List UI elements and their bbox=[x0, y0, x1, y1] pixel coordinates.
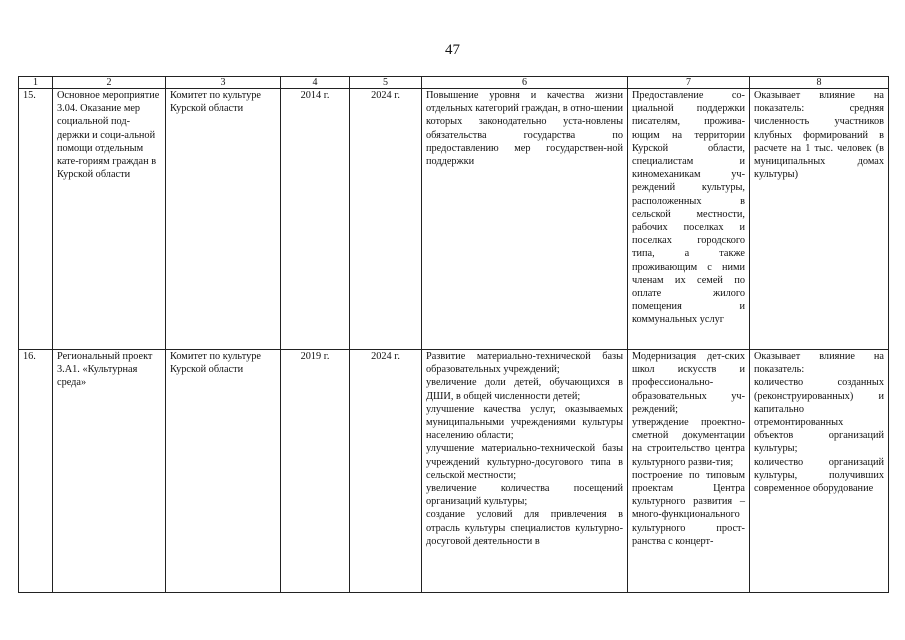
program-table bbox=[18, 76, 889, 593]
row-number: 16. bbox=[19, 350, 53, 593]
indicator-link: Оказывает влияние на показатель: количество созданных (реконструированных) и капитально отремонтированных объектов организаций культуры; количество организаций культуры, получивших современное оборудование bbox=[750, 350, 889, 593]
start-year: 2014 г. bbox=[281, 89, 350, 350]
page-number: 47 bbox=[445, 42, 460, 58]
main-directions: Модернизация дет-ских школ искусств и профессионально-образовательных уч-реждений; утверждение проектно-сметной документации на строительство центра культурного разви-тия; построение по типовым проектам Центра культурного развития – много-функционального культурного прост-ранства с концерт- bbox=[628, 350, 750, 593]
responsible-executor: Комитет по культуре Курской области bbox=[166, 350, 281, 593]
column-number: 6 bbox=[422, 77, 628, 89]
column-number: 8 bbox=[750, 77, 889, 89]
column-number: 2 bbox=[53, 77, 166, 89]
row-number: 15. bbox=[19, 89, 53, 350]
responsible-executor: Комитет по культуре Курской области bbox=[166, 89, 281, 350]
measure-name: Основное мероприятие 3.04. Оказание мер социальной под-держки и соци-альной помощи отдельным кате-гориям граждан в Курской области bbox=[53, 89, 166, 350]
column-number: 7 bbox=[628, 77, 750, 89]
measure-name: Региональный проект 3.А1. «Культурная среда» bbox=[53, 350, 166, 593]
column-number-row bbox=[19, 77, 889, 89]
table-row bbox=[19, 89, 889, 350]
end-year: 2024 г. bbox=[350, 350, 422, 593]
column-number: 4 bbox=[281, 77, 350, 89]
start-year: 2019 г. bbox=[281, 350, 350, 593]
column-number: 5 bbox=[350, 77, 422, 89]
table-row bbox=[19, 350, 889, 593]
expected-result: Повышение уровня и качества жизни отдельных категорий граждан, в отно-шении которых законодательно уста-новлены обязательства государства по предоставлению мер государствен-ной поддержки bbox=[422, 89, 628, 350]
main-directions: Предоставление со-циальной поддержки писателям, прожива-ющим на территории Курской области, специалистам и киномеханикам уч-реждений культуры, расположенных в сельской местности, рабочих поселках и поселках городского типа, а также проживающим с ними членам их семей по оплате жилого помещения и коммунальных услуг bbox=[628, 89, 750, 350]
end-year: 2024 г. bbox=[350, 89, 422, 350]
expected-result: Развитие материально-технической базы образовательных учреждений; увеличение доли детей, обучающихся в ДШИ, в общей численности детей; улучшение качества услуг, оказываемых муниципальными учреждениями культуры населению области; улучшение материально-технической базы учреждений культурно-досугового типа в сельской местности; увеличение количества посещений организаций культуры; создание условий для привлечения в отрасль культуры специалистов культурно-досуговой деятельности в bbox=[422, 350, 628, 593]
indicator-link: Оказывает влияние на показатель: средняя численность участников клубных формирований в расчете на 1 тыс. человек (в муниципальных домах культуры) bbox=[750, 89, 889, 350]
column-number: 3 bbox=[166, 77, 281, 89]
column-number: 1 bbox=[19, 77, 53, 89]
